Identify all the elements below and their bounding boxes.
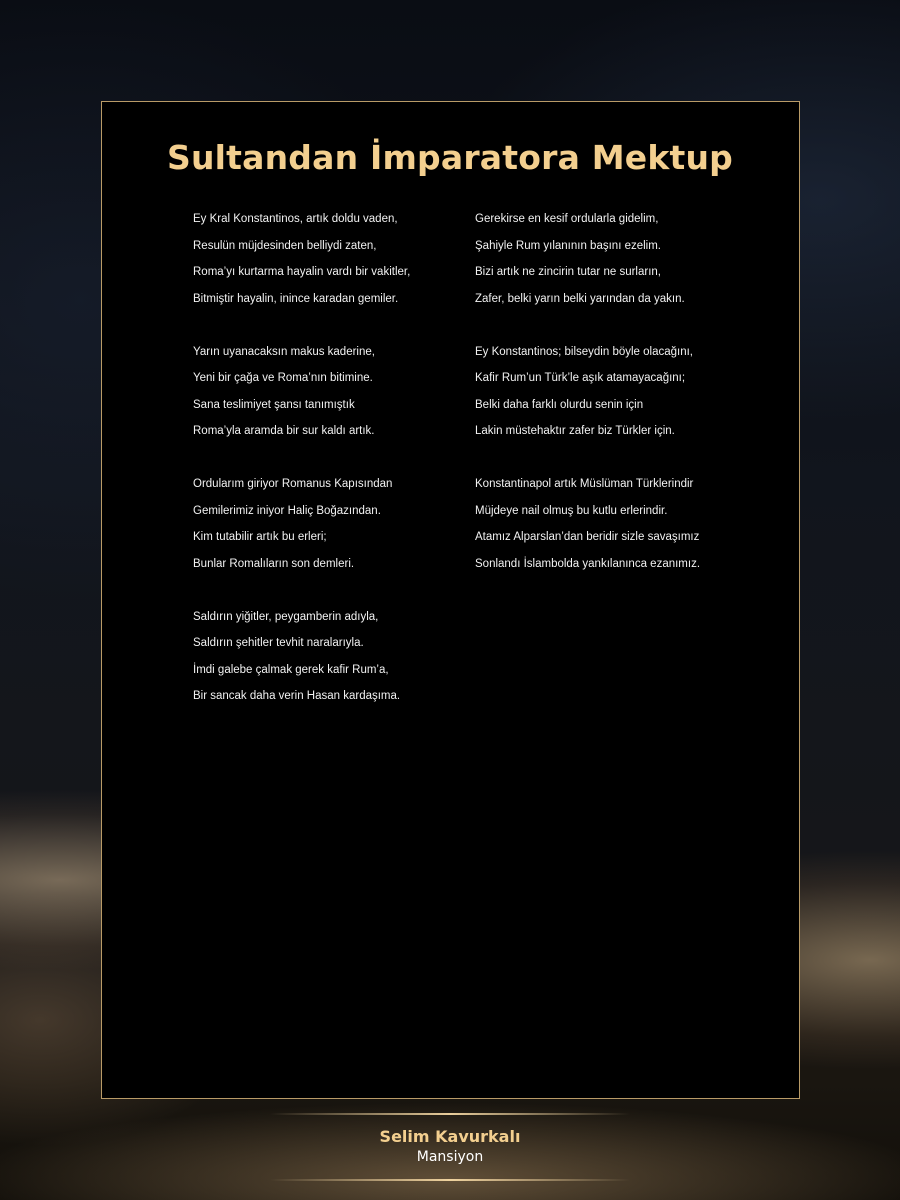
stanza xyxy=(475,339,775,445)
footer-divider-top xyxy=(270,1113,630,1115)
poem-line: Konstantinapol artık Müslüman Türklerindir xyxy=(475,478,694,490)
poem-line: Ey Kral Konstantinos, artık doldu vaden, xyxy=(193,213,398,225)
poem-line: Şahiyle Rum yılanının başını ezelim. xyxy=(475,239,662,252)
poem-line: Müjdeye nail olmuş bu kutlu erlerindir. xyxy=(475,504,668,517)
poem-title: Sultandan İmparatora Mektup xyxy=(166,138,733,177)
poem-line: Bizi artık ne zincirin tutar ne surların, xyxy=(475,266,661,278)
poem-line: Yeni bir çağa ve Roma’nın bitimine. xyxy=(193,372,373,384)
author-name: Selim Kavurkalı xyxy=(379,1127,521,1146)
poem-line: Sonlandı İslambolda yankılanınca ezanımız. xyxy=(475,557,701,570)
poem-line: İmdi galebe çalmak gerek kafir Rum’a, xyxy=(193,663,389,676)
poem-line: Saldırın yiğitler, peygamberin adıyla, xyxy=(193,610,379,623)
stanza xyxy=(193,604,473,710)
poem-line: Belki daha farklı olurdu senin için xyxy=(475,398,644,411)
poem-column-right xyxy=(475,206,775,604)
stanza xyxy=(193,339,473,445)
poem-line: Kafir Rum’un Türk’le aşık atamayacağını; xyxy=(475,372,686,384)
poem-line: Yarın uyanacaksın makus kaderine, xyxy=(193,345,375,358)
poem-line: Bunlar Romalıların son demleri. xyxy=(193,557,355,570)
poem-line: Roma’yla aramda bir sur kaldı artık. xyxy=(193,425,375,437)
poem-line: Roma’yı kurtarma hayalin vardı bir vakitler, xyxy=(193,266,411,278)
poem-line: Gemilerimiz iniyor Haliç Boğazından. xyxy=(193,504,381,517)
stanza xyxy=(193,471,473,577)
poem-line: Zafer, belki yarın belki yarından da yakın. xyxy=(475,292,685,305)
poem-line: Atamız Alparslan’dan beridir sizle savaşımız xyxy=(475,531,700,543)
poem-line: Kim tutabilir artık bu erleri; xyxy=(193,531,327,543)
poem-line: Saldırın şehitler tevhit naralarıyla. xyxy=(193,637,364,649)
award-label: Mansiyon xyxy=(416,1149,484,1165)
poem-line: Bir sancak daha verin Hasan kardaşıma. xyxy=(193,690,401,702)
stanza xyxy=(475,206,775,312)
poem-line: Bitmiştir hayalin, inince karadan gemiler. xyxy=(193,292,399,305)
stanza xyxy=(193,206,473,312)
footer-divider-bottom xyxy=(270,1179,630,1181)
poem-line: Lakin müstehaktır zafer biz Türkler için. xyxy=(475,425,675,437)
stanza xyxy=(475,471,775,577)
poem-line: Resulün müjdesinden belliydi zaten, xyxy=(193,239,377,252)
poem-line: Ordularım giriyor Romanus Kapısından xyxy=(193,478,393,490)
poem-column-left xyxy=(193,206,473,736)
poem-line: Sana teslimiyet şansı tanımıştık xyxy=(193,398,355,411)
poem-line: Gerekirse en kesif ordularla gidelim, xyxy=(475,213,659,225)
poem-line: Ey Konstantinos; bilseydin böyle olacağını, xyxy=(475,345,693,358)
